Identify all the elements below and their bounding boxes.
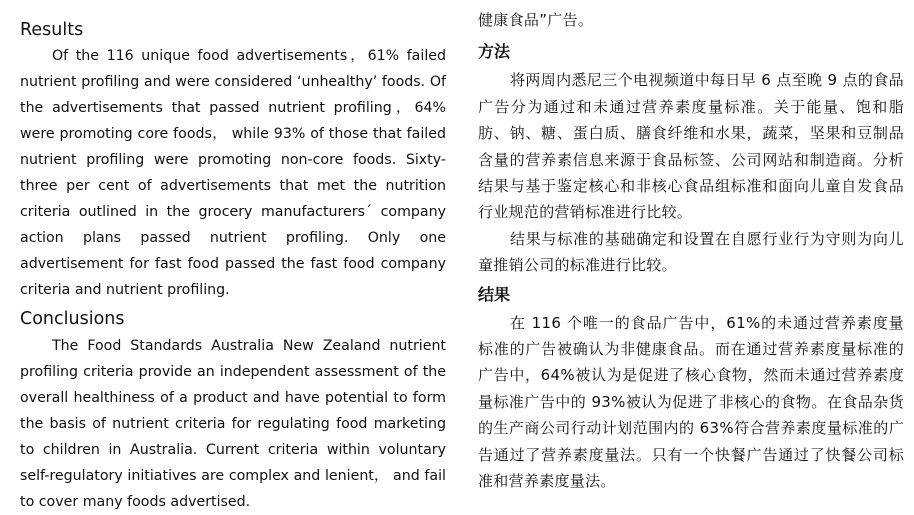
top-fragment: 健康食品”广告。 <box>478 11 594 29</box>
conclusions-paragraph: The Food Standards Australia New Zealand nutrient profiling criteria provide an independent assessment of the overall healthiness of a product and have potential to form the basis of nutrient criteria for regulating food marketing to children in Australia. Current criteria within voluntary self-regulatory initiatives are complex and lenient， and fail to cover many foods advertised. <box>20 338 446 510</box>
methods-paragraph-2: 结果与标准的基础确定和设置在自愿行业行为守则为向儿童推销公司的标准进行比较。 <box>478 229 904 275</box>
conclusions-heading: Conclusions <box>20 309 125 329</box>
chinese-column <box>478 0 904 495</box>
results-heading: Results <box>20 20 84 40</box>
results-heading-zh: 结果 <box>478 284 511 304</box>
methods-heading: 方法 <box>478 42 511 62</box>
english-column <box>20 0 446 515</box>
results-paragraph: Of the 116 unique food advertisements，61% failed nutrient profiling and were considered ‘unhealthy’ foods. Of the advertisements that passed nutrient profiling，64% were promoting core foods， while 93% of those that failed nutrient profiling were promoting non-core foods. Sixty-three per cent of advertisements that met the nutrition criteria outlined in the grocery manufacturers´ company action plans passed nutrient profiling. Only one advertisement for fast food passed the fast food company criteria and nutrient profiling. <box>20 48 446 298</box>
results-paragraph-zh: 在 116 个唯一的食品广告中，61%的未通过营养素度量标准的广告被确认为非健康食品。而在通过营养素度量标准的广告中，64%被认为是促进了核心食物，然而未通过营养素度量标准广告中的 93%被认为促进了非核心的食物。在食品杂货的生产商公司行动计划范围内的 63%符合营养素度量标准的广告通过了营养素度量法。只有一个快餐广告通过了快餐公司标准和营养素度量法。 <box>478 313 904 491</box>
methods-paragraph-1: 将两周内悉尼三个电视频道中每日早 6 点至晚 9 点的食品广告分为通过和未通过营养素度量标准。关于能量、饱和脂肪、钠、糖、蛋白质、膳食纤维和水果，蔬菜，坚果和豆制品含量的营养素信息来源于食品标签、公司网站和制造商。分析结果与基于鉴定核心和非核心食品组标准和面向儿童自发食品行业规范的营销标准进行比较。 <box>478 71 904 222</box>
